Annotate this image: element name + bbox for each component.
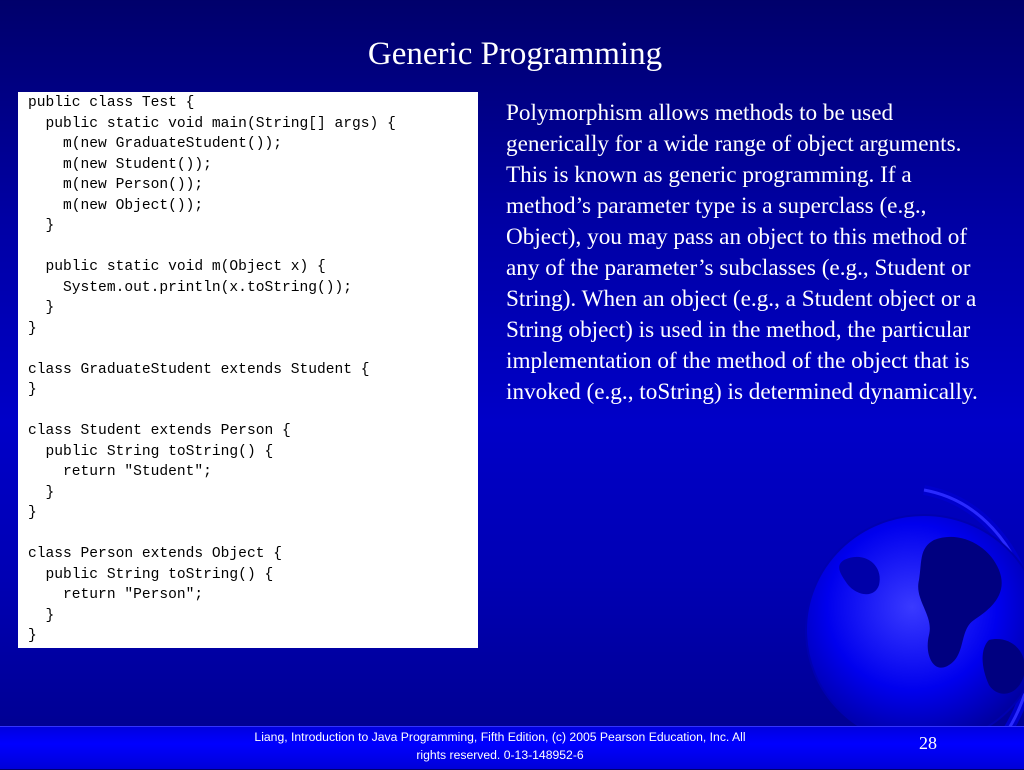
footer-copyright	[200, 728, 800, 764]
page-number: 28	[919, 733, 937, 753]
slide-title: Generic Programming	[367, 36, 663, 72]
code-listing: public class Test { public static void main(String[] args) { m(new GraduateStudent()); m(new Student()); m(new Person()); m(new Object()); } public static void m(Object x) { System.out.println(x.toString()); } } class GraduateStudent extends Student { } class Student extends Person { public String toString() { return "Student"; } } class Person extends Object { public String toString() { return "Person"; } }	[28, 95, 396, 644]
footer-line-2: rights reserved. 0-13-148952-6	[416, 748, 584, 762]
globe-icon	[784, 470, 1024, 770]
code-listing-box	[18, 92, 478, 648]
footer-line-1: Liang, Introduction to Java Programming, Fifth Edition, (c) 2005 Pearson Education, Inc. All	[254, 730, 746, 744]
description-paragraph: Polymorphism allows methods to be used generically for a wide range of object arguments. This is known as generic programming. If a method’s parameter type is a superclass (e.g., Object), you may pass an object to this method of any of the parameter’s subclasses (e.g., Student or String). When an object (e.g., a Student object or a String object) is used in the method, the particular implementation of the method of the object that is invoked (e.g., toString) is determined dynamically.	[506, 100, 978, 405]
